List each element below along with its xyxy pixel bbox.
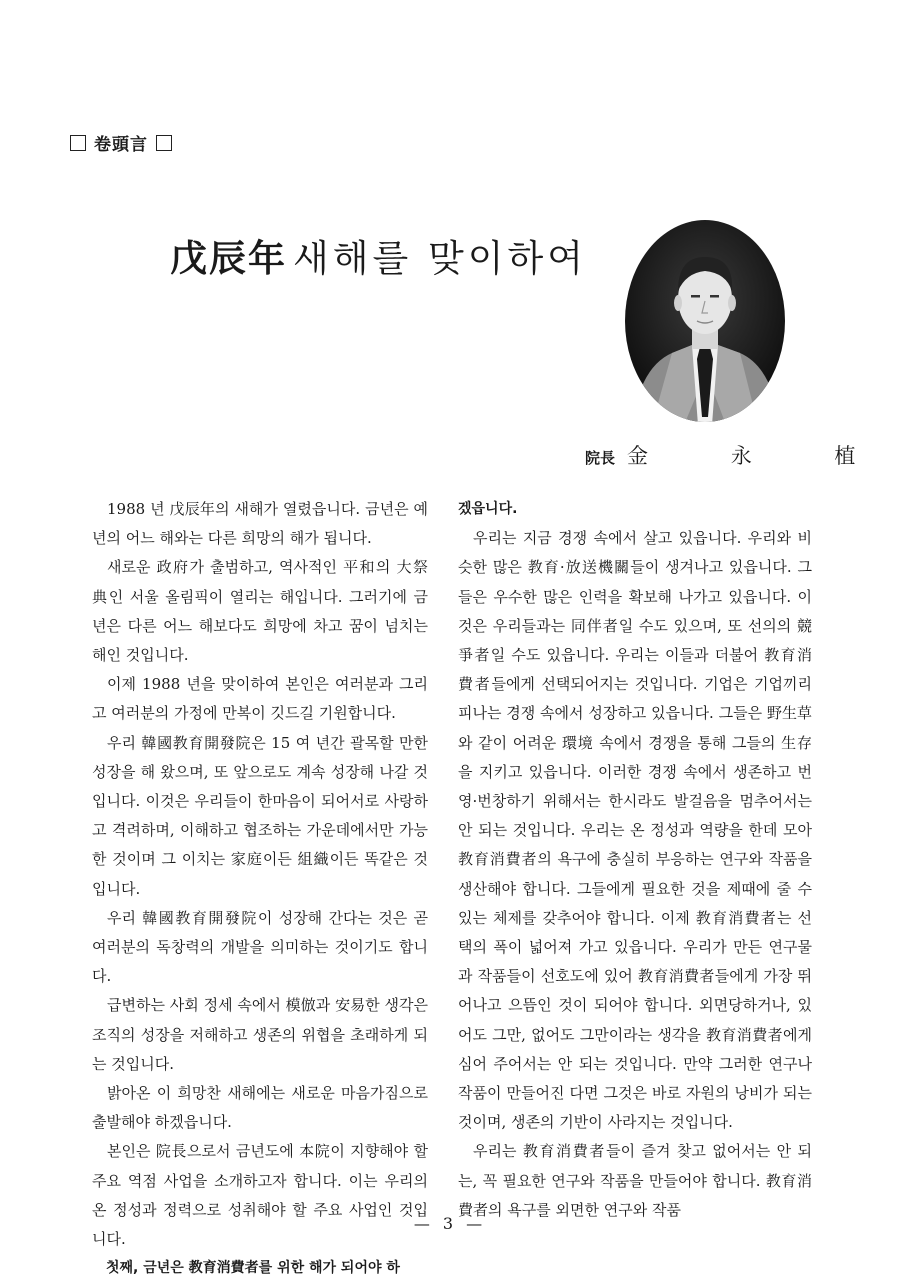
paragraph: 우리는 지금 경쟁 속에서 살고 있읍니다. 우리와 비슷한 많은 教育·放送機關들이 생겨나고 있읍니다. 그들은 우수한 많은 인력을 확보해 나가고 있읍니다. 이것은 우리들과는 同伴者일 수도 있으며, 또 선의의 競爭者일 수도 있읍니다. 우리는 이들과 더불어 教育消費者들에게 선택되어지는 것입니다. 기업은 기업끼리 피나는 경쟁 속에서 성장하고 있읍니다. 그들은 野生草와 같이 어려운 環境 속에서 경쟁을 통해 그들의 生存을 지키고 있읍니다. 이러한 경쟁 속에서 생존하고 번영·번창하기 위해서는 한시라도 발걸음을 멈추어서는 안 되는 것입니다. 우리는 온 정성과 역량을 한데 모아 教育消費者의 욕구에 충실히 부응하는 연구와 작품을 생산해야 합니다. 그들에게 필요한 것을 제때에 줄 수 있는 체제를 갖추어야 합니다. 이제 教育消費者는 선택의 폭이 넓어져 가고 있읍니다. 우리가 만든 연구물과 작품들이 선호도에 있어 教育消費者들에게 가장 뛰어나고 으뜸인 것이 되어야 합니다. 외면당하거나, 있어도 그만, 없어도 그만이라는 생각을 教育消費者에게 심어 주어서는 안 되는 것입니다. 만약 그러한 연구나 작품이 만들어진 다면 그것은 바로 자원의 낭비가 되는 것이며, 생존의 기반이 사라지는 것입니다. (458, 529, 812, 1132)
author-byline (585, 440, 893, 470)
paragraph: 우리 韓國教育開發院이 성장해 간다는 것은 곧 여러분의 독창력의 개발을 의미하는 것이기도 합니다. (92, 908, 428, 986)
author-name: 金 永 植 (627, 444, 894, 468)
paragraph-continuation: 겠읍니다. (458, 501, 518, 517)
paragraph: 이제 1988 년을 맞이하여 본인은 여러분과 그리고 여러분의 가정에 만복이 깃드길 기원합니다. (92, 675, 428, 723)
article-title (170, 228, 587, 282)
paragraph: 급변하는 사회 정세 속에서 模倣과 安易한 생각은 조직의 성장을 저해하고 생존의 위협을 초래하게 되는 것입니다. (92, 996, 428, 1073)
paragraph: 본인은 院長으로서 금년도에 本院이 지향해야 할 주요 역점 사업을 소개하고자 합니다. 이는 우리의 온 정성과 정력으로 성취해야 할 주요 사업인 것입니다. (92, 1142, 428, 1249)
portrait-photo (622, 217, 788, 425)
square-box-icon (70, 135, 86, 151)
paragraph: 새로운 政府가 출범하고, 역사적인 平和의 大祭典인 서울 올림픽이 열리는 해입니다. 그러기에 금년은 다른 어느 해보다도 희망에 차고 꿈이 넘치는 해인 것입니다. (92, 558, 428, 665)
paragraph: 우리 韓國教育開發院은 15 여 년간 괄목할 만한 성장을 해 왔으며, 또 앞으로도 계속 성장해 나갈 것입니다. 이것은 우리들이 한마음이 되어서로 사랑하고 격려하며, 이해하고 협조하는 가운데에서만 가능한 것이며 그 이치는 家庭이든 組織이든 똑같은 것입니다. (92, 733, 428, 898)
body-column-right (458, 495, 812, 1225)
title-hanja: 戊辰年 (170, 236, 287, 280)
paragraph-first-point: 첫째, 금년은 教育消費者를 위한 해가 되어야 하 (106, 1260, 400, 1277)
paragraph: 1988 년 戊辰年의 새해가 열렸읍니다. 금년은 예년의 어느 해와는 다른 희망의 해가 됩니다. (92, 500, 428, 548)
square-box-icon (156, 135, 172, 151)
paragraph: 밝아온 이 희망찬 새해에는 새로운 마음가짐으로 출발해야 하겠읍니다. (92, 1084, 428, 1132)
section-label (70, 130, 172, 155)
title-hangul: 새해를 맞이하여 (293, 237, 587, 280)
paragraph: 우리는 教育消費者들이 즐겨 찾고 없어서는 안 되는, 꼭 필요한 연구와 작품을 만들어야 합니다. 教育消費者의 욕구를 외면한 연구와 작품 (458, 1142, 812, 1219)
author-role: 院長 (585, 449, 616, 467)
page-number: — 3 — (413, 1214, 487, 1233)
section-label-text: 卷頭言 (94, 135, 148, 155)
body-column-left (92, 495, 428, 1283)
